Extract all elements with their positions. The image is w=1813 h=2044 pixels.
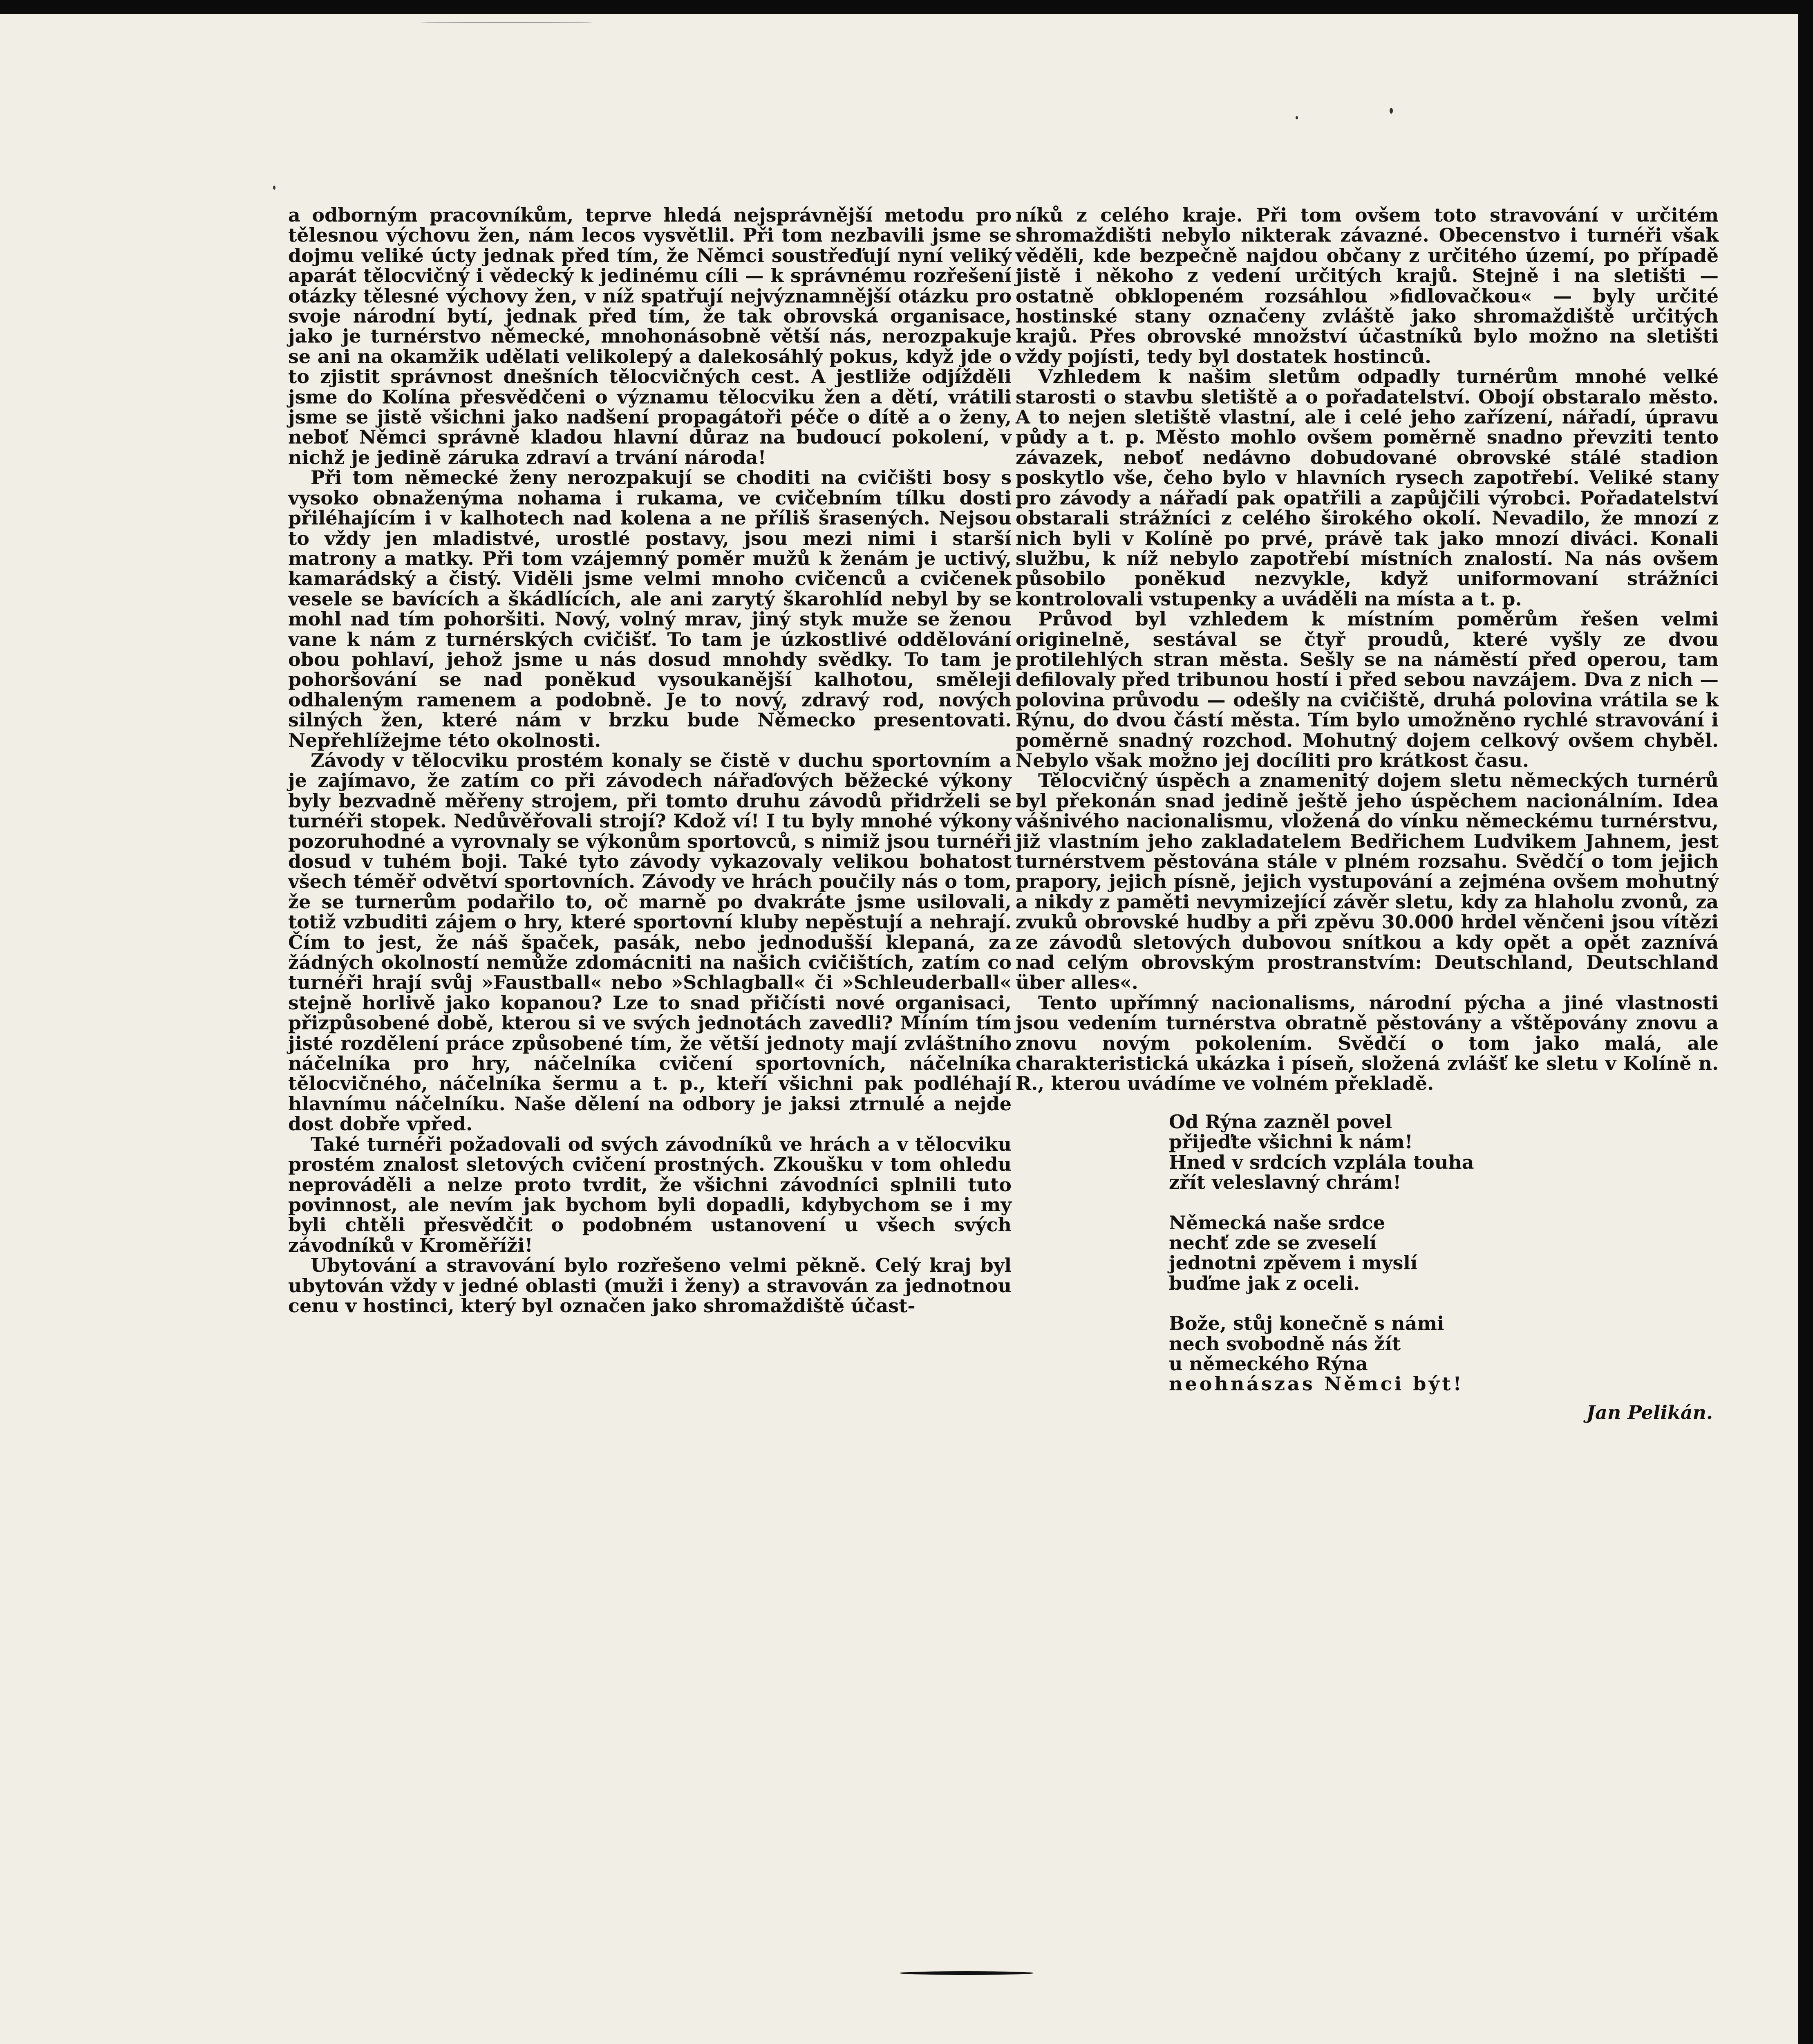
paragraph: a odborným pracovníkům, teprve hledá nejsprávnější metodu pro tělesnou výchovu žen, nám lecos vysvětlil. Při tom nezbavili jsme se dojmu veliké úcty jednak před tím, že Němci soustřeďují nyní veliký aparát tělocvičný i vědecký k jedinému cíli — k správnému rozřešení otázky tělesné výchovy žen, v níž spatřují nejvýznamnější otázku pro svoje národní bytí, jednak před tím, že tak obrovská organisace, jako je turnérstvo německé, mnohonásobně větší nás, nerozpakuje se ani na okamžik udělati velikolepý a dalekosáhlý pokus, když jde o to zjistit správnost dnešních tělocvičných cest. A jestliže odjížděli jsme do Kolína přesvědčeni o významu tělocviku žen a dětí, vrátili jsme se jistě všichni jako nadšení propagátoři péče o dítě a o ženy, neboť Němci správně kladou hlavní důraz na budoucí pokolení, v nichž je jedině záruka zdraví a trvání národa! xyxy=(288,204,1012,468)
author-signature: Jan Pelikán. xyxy=(1586,1401,1713,1423)
poem-line: zřít veleslavný chrám! xyxy=(1169,1171,1401,1194)
poem-line: nech svobodně nás žít xyxy=(1169,1332,1401,1355)
scan-artifact xyxy=(1296,116,1298,119)
poem-line: neohnászas Němci být! xyxy=(1169,1373,1464,1395)
poem-line: Bože, stůj konečně s námi xyxy=(1169,1312,1444,1335)
scan-artifact xyxy=(421,22,593,23)
poem-line: buďme jak z oceli. xyxy=(1169,1272,1360,1294)
poem-line: Německá naše srdce xyxy=(1169,1211,1385,1234)
scanned-page xyxy=(0,14,1798,2044)
paragraph: Vzhledem k našim sletům odpadly turnérům mnohé velké starosti o stavbu sletiště a o pořadatelství. Obojí obstaralo město. A to nejen sletiště vlastní, ale i celé jeho zařízení, nářadí, úpravu půdy a t. p. Město mohlo ovšem poměrně snadno převziti tento závazek, neboť nedávno dobudované obrovské stálé stadion poskytlo vše, čeho bylo v hlavních rysech zapotřebí. Veliké stany pro závody a nářadí pak opatřili a zapůjčili výrobci. Pořadatelství obstarali strážníci z celého širokého okolí. Nevadilo, že mnozí z nich byli v Kolíně po prvé, právě tak jako mnozí diváci. Konali službu, k níž nebylo zapotřebí místních znalostí. Na nás ovšem působilo poněkud nezvykle, když uniformovaní strážníci kontrolovali vstupenky a uváděli na místa a t. p. xyxy=(1016,365,1719,610)
poem-stanza xyxy=(1169,1112,1719,1193)
paragraph: Závody v tělocviku prostém konaly se čistě v duchu sportovním a je zajímavo, že zatím co při závodech nářaďových běžecké výkony byly bezvadně měřeny strojem, při tomto druhu závodů přidrželi se turnéři stopek. Nedůvěřovali strojí? Kdož ví! I tu byly mnohé výkony pozoruhodné a vyrovnaly se výkonům sportovců, s nimiž jsou turnéři dosud v tuhém boji. Také tyto závody vykazovaly velikou bohatost všech téměř odvětví sportovních. Závody ve hrách poučily nás o tom, že se turnerům podařilo to, oč marně po dvakráte jsme usilovali, totiž vzbuditi zájem o hry, které sportovní kluby nepěstují a nehrají. Čím to jest, že náš špaček, pasák, nebo jednodušší klepaná, za žádných okolností nemůže zdomácniti na našich cvičištích, zatím co turnéři hrají svůj »Faustball« nebo »Schlagball« či »Schleuderball« stejně horlivě jako kopanou? Lze to snad přičísti nové organisaci, přizpůsobené době, kterou si ve svých jednotách zavedli? Míním tím jisté rozdělení práce způsobené tím, že větší jednoty mají zvláštního náčelníka pro hry, náčelníka cvičení sportovních, náčelníka tělocvičného, náčelníka šermu a t. p., kteří všichni pak podléhají hlavnímu náčelníku. Naše dělení na odbory je jaksi ztrnulé a nejde dost dobře vpřed. xyxy=(288,749,1012,1135)
paragraph: Průvod byl vzhledem k místním poměrům řešen velmi originelně, sestával se čtyř proudů, které vyšly ze dvou protilehlých stran města. Sešly se na náměstí před operou, tam defilovaly před tribunou hostí i před sebou navzájem. Dva z nich — polovina průvodu — odešly na cvičiště, druhá polovina vrátila se k Rýnu, do dvou částí města. Tím bylo umožněno rychlé stravování i poměrně snadný rozchod. Mohutný dojem celkový ovšem chyběl. Nebylo však možno jej docíliti pro krátkost času. xyxy=(1016,608,1719,771)
poem-line: u německého Rýna xyxy=(1169,1352,1368,1375)
paragraph: Ubytování a stravování bylo rozřešeno velmi pěkně. Celý kraj byl ubytován vždy v jedné oblasti (muži i ženy) a stravován za jednotnou cenu v hostinci, který byl označen jako shromaždiště účast- xyxy=(288,1254,1012,1317)
poem-line: nechť zde se zveselí xyxy=(1169,1231,1377,1254)
poem-line: jednotni zpěvem i myslí xyxy=(1169,1252,1418,1274)
poem-line: přijeďte všichni k nám! xyxy=(1169,1131,1413,1153)
poem-line: Od Rýna zazněl povel xyxy=(1169,1110,1392,1133)
paragraph: Tento upřímný nacionalisms, národní pýcha a jiné vlastnosti jsou vedením turnérstva obratně pěstovány a vštěpovány znovu a znovu novým pokolením. Svědčí o tom jako malá, ale charakteristická ukázka i píseň, složená zvlášť ke sletu v Kolíně n. R., kterou uvádíme ve volném překladě. xyxy=(1016,991,1719,1095)
poem-stanza xyxy=(1169,1313,1719,1394)
paragraph: Tělocvičný úspěch a znamenitý dojem sletu německých turnérů byl překonán snad jedině ještě jeho úspěchem nacionálním. Idea vášnivého nacionalismu, vložená do vínku německému turnérstvu, již vlastním jeho zakladatelem Bedřichem Ludvikem Jahnem, jest turnérstvem pěstována stále v plném rozsahu. Svědčí o tom jejich prapory, jejich písně, jejich vystupování a zejména ovšem mohutný a nikdy z paměti nevymizející závěr sletu, kdy za hlaholu zvonů, za zvuků obrovské hudby a při zpěvu 30.000 hrdel věnčeni jsou vítězi ze závodů sletových dubovou snítkou a kdy opět a opět zaznívá nad celým obrovským prostranstvím: Deutschland, Deutschland über alles«. xyxy=(1016,769,1719,994)
poem xyxy=(1169,1112,1719,1394)
paragraph: Také turnéři požadovali od svých závodníků ve hrách a v tělocviku prostém znalost sletových cvičení prostných. Zkoušku v tom ohledu neprováděli a nelze proto tvrdit, že všichni závodníci splnili tuto povinnost, ale nevím jak bychom byli dopadli, kdybychom se i my byli chtěli přesvědčit o podobném ustanovení u všech svých závodníků v Kroměříži! xyxy=(288,1133,1012,1256)
poem-stanza xyxy=(1169,1213,1719,1294)
scan-artifact xyxy=(1390,108,1393,114)
right-text-column xyxy=(1016,205,1719,1423)
scan-artifact xyxy=(273,186,275,190)
paragraph: níků z celého kraje. Při tom ovšem toto stravování v určitém shromaždišti nebylo nikterak závazné. Obecenstvo i turnéři však věděli, kde bezpečně najdou občany z určitého území, po případě jistě i někoho z vedení určitých krajů. Stejně i na sletišti — ostatně obklopeném rozsáhlou »fidlovačkou« — byly určité hostinské stany označeny zvláště jako shromaždiště určitých krajů. Přes obrovské množství účastníků bylo možno na sletišti vždy pojísti, tedy byl dostatek hostinců. xyxy=(1016,204,1719,368)
paragraph: Při tom německé ženy nerozpakují se choditi na cvičišti bosy s vysoko obnaženýma nohama i rukama, ve cvičebním tílku dosti přiléhajícím i v kalhotech nad kolena a ne příliš šrasených. Nejsou to vždy jen mladistvé, urostlé postavy, jsou mezi nimi i starší matrony a matky. Při tom vzájemný poměr mužů k ženám je uctivý, kamarádský a čistý. Viděli jsme velmi mnoho cvičenců a cvičenek vesele se bavících a škádlících, ale ani zarytý škarohlíd nebyl by se mohl nad tím pohoršiti. Nový, volný mrav, jiný styk muže se ženou vane k nám z turnérských cvičišť. To tam je úzkostlivé oddělování obou pohlaví, jehož jsme u nás dosud mnohdy svědky. To tam je pohoršování se nad poněkud vysoukanější kalhotou, směleji odhaleným ramenem a podobně. Je to nový, zdravý rod, nových silných žen, které nám v brzku bude Německo presentovati. Nepřehlížejme této okolnosti. xyxy=(288,466,1012,751)
section-divider xyxy=(899,1971,1034,1975)
poem-line: Hned v srdcích vzplála touha xyxy=(1169,1151,1474,1173)
left-text-column xyxy=(288,205,1012,1316)
